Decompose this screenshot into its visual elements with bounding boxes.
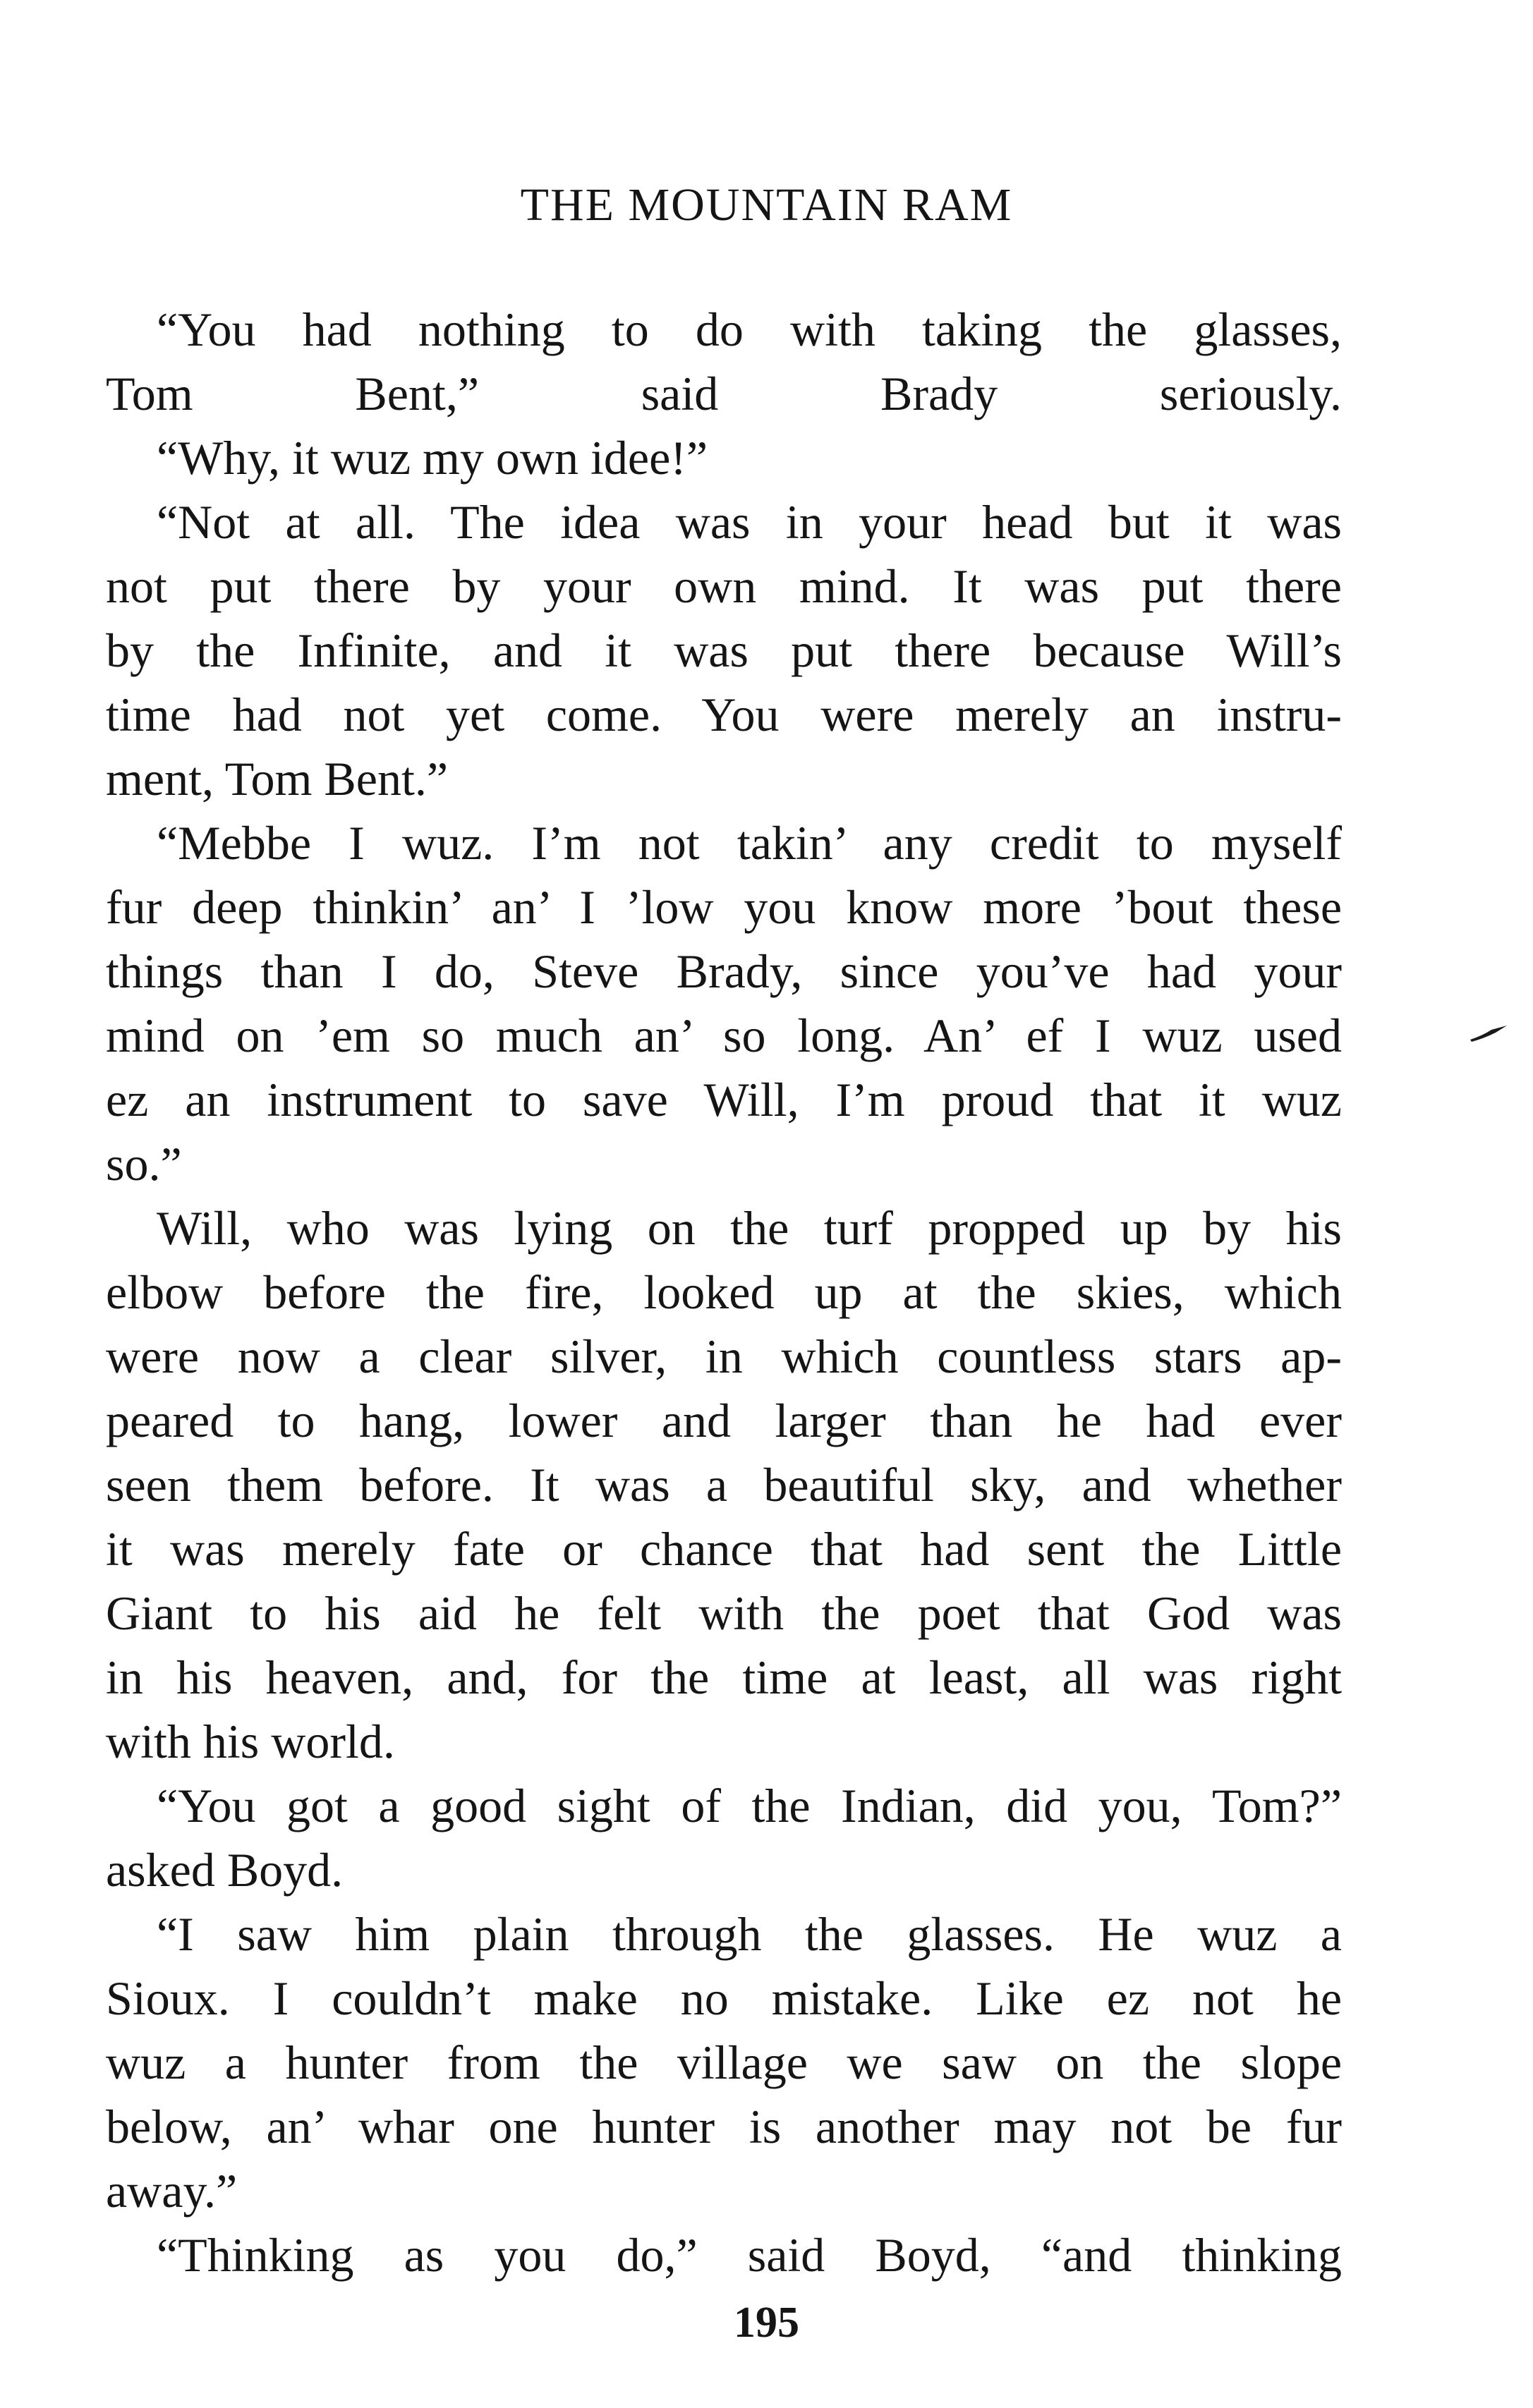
text-line: seen them before. It was a beautiful sky, and whether — [106, 1458, 1342, 1512]
text-line: below, an’ whar one hunter is another may not be fur — [106, 2100, 1342, 2153]
text-line: time had not yet come. You were merely an instru- — [106, 688, 1342, 741]
text-line: asked Boyd. — [106, 1843, 344, 1897]
text-line: in his heaven, and, for the time at least, all was right — [106, 1650, 1342, 1704]
text-line: not put there by your own mind. It was put there — [106, 559, 1342, 613]
text-line: were now a clear silver, in which countless stars ap- — [106, 1330, 1342, 1383]
text-line: “You had nothing to do with taking the glasses, — [157, 303, 1342, 356]
text-line: by the Infinite, and it was put there because Will’s — [106, 624, 1342, 677]
body-text — [106, 298, 1342, 2287]
text-line: Sioux. I couldn’t make no mistake. Like ez not he — [106, 1971, 1342, 2025]
text-line: “Thinking as you do,” said Boyd, “and thinking — [157, 2228, 1342, 2282]
text-line: things than I do, Steve Brady, since you’ve had your — [106, 944, 1342, 998]
text-line: “Why, it wuz my own idee!” — [157, 431, 708, 485]
text-line: “Not at all. The idea was in your head but it was — [157, 495, 1342, 549]
text-line: wuz a hunter from the village we saw on the slope — [106, 2036, 1342, 2089]
text-line: Tom Bent,” said Brady seriously. — [106, 367, 1342, 420]
text-line: ez an instrument to save Will, I’m proud that it wuz — [106, 1073, 1342, 1126]
text-line: “Mebbe I wuz. I’m not takin’ any credit to myself — [157, 816, 1342, 870]
text-line: so.” — [106, 1137, 182, 1191]
margin-pencil-mark — [1467, 1023, 1510, 1044]
text-line: mind on ’em so much an’ so long. An’ ef I wuz used — [106, 1009, 1342, 1062]
running-head: THE MOUNTAIN RAM — [520, 179, 1013, 231]
text-line: ment, Tom Bent.” — [106, 752, 449, 805]
text-line: Will, who was lying on the turf propped up by his — [157, 1201, 1342, 1255]
page-number: 195 — [734, 2299, 799, 2347]
text-line: “I saw him plain through the glasses. He wuz a — [157, 1907, 1342, 1961]
text-line: it was merely fate or chance that had sent the Little — [106, 1522, 1342, 1576]
text-line: with his world. — [106, 1715, 395, 1768]
text-line: elbow before the fire, looked up at the skies, which — [106, 1265, 1342, 1319]
text-line: peared to hang, lower and larger than he had ever — [106, 1394, 1342, 1447]
text-line: away.” — [106, 2164, 238, 2218]
text-line: “You got a good sight of the Indian, did you, Tom?” — [157, 1779, 1342, 1832]
text-line: Giant to his aid he felt with the poet that God was — [106, 1586, 1342, 1640]
text-line: fur deep thinkin’ an’ I ’low you know more ’bout these — [106, 880, 1342, 934]
